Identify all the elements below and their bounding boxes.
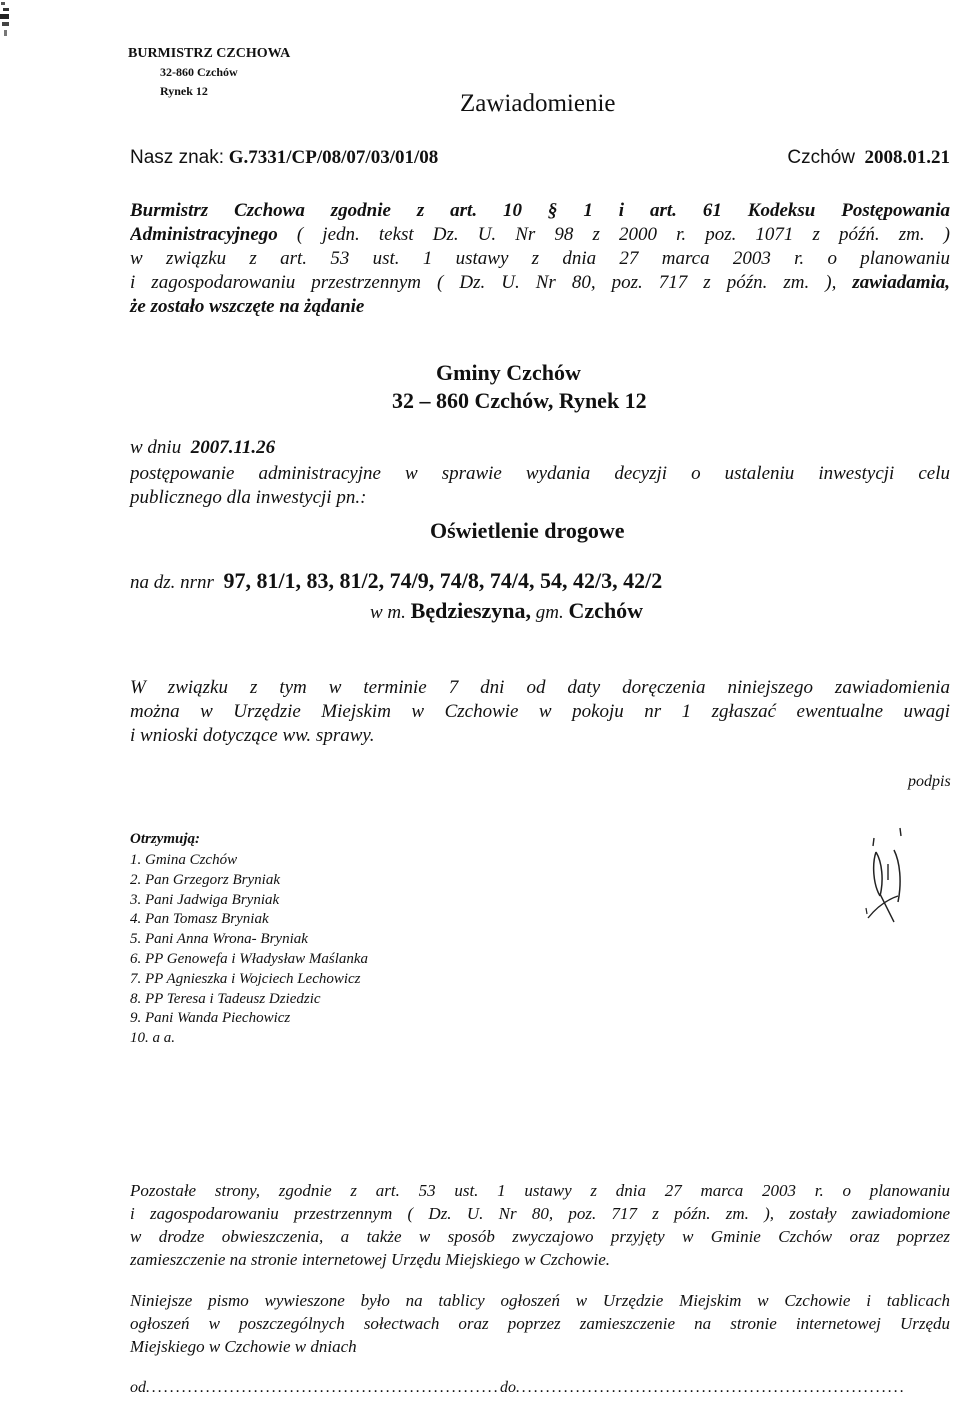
posting-line-1: Niniejsze pismo wywieszone było na tablicy ogłoszeń w Urzędzie Miejskim w Czchowie i tablicach: [130, 1291, 950, 1310]
posting-paragraph: [130, 1289, 950, 1358]
notice-line-2: można w Urzędzie Miejskim w Czchowie w pokoju nr 1 zgłaszać ewentualne uwagi: [130, 701, 950, 722]
notice-line-1: W związku z tym w terminie 7 dni od daty doręczenia niniejszego zawiadomienia: [130, 677, 950, 698]
recipients-title: Otrzymują:: [130, 831, 201, 847]
intro-line-2: Administracyjnego ( jedn. tekst Dz. U. Nr 98 z 2000 r. poz. 1071 z późń. zm. ): [130, 224, 950, 245]
handwritten-signature: [864, 822, 924, 932]
date-value: 2008.01.21: [864, 147, 950, 168]
proceedings-line-2: publicznego dla inwestycji pn.:: [130, 487, 367, 508]
plot-numbers-line: [130, 568, 662, 594]
applicant-address: 32 – 860 Czchów, Rynek 12: [392, 388, 647, 413]
commune-name: Czchów: [568, 598, 644, 623]
other-parties-line-3: w drodze obwieszczenia, a także w sposób zwyczajowo przyjęty w Gminie Czchów oraz poprzez: [130, 1227, 950, 1246]
location-line: [370, 598, 643, 624]
recipient-item: 1. Gmina Czchów: [130, 852, 238, 868]
recipient-item: 5. Pani Anna Wrona- Bryniak: [130, 931, 308, 948]
document-title: Zawiadomienie: [460, 90, 616, 117]
plots-label: na dz. nrnr: [130, 572, 214, 593]
scan-artifact: [0, 0, 14, 40]
applicant-name: Gminy Czchów: [436, 360, 581, 385]
recipient-item: 4. Pan Tomasz Bryniak: [130, 911, 269, 928]
recipient-item: 3. Pani Jadwiga Bryniak: [130, 891, 280, 908]
signature-label: podpis: [908, 773, 951, 790]
document-date: [787, 147, 950, 169]
reference-label: Nasz znak:: [130, 147, 224, 168]
posting-to-label: do: [500, 1379, 516, 1396]
intro-line-1: Burmistrz Czchowa zgodnie z art. 10 § 1 i art. 61 Kodeksu Postępowania: [130, 200, 950, 221]
proceedings-paragraph: [130, 462, 950, 510]
intro-paragraph: [130, 199, 950, 319]
project-name: Oświetlenie drogowe: [430, 518, 625, 543]
recipients-list: [130, 851, 368, 1049]
village-name: Będzieszyna,: [410, 598, 532, 623]
recipient-item: 9. Pani Wanda Piechowicz: [130, 1010, 291, 1027]
other-parties-line-2: i zagospodarowaniu przestrzennym ( Dz. U. Nr 80, poz. 717 z późn. zm. ), zostały zawiadomione: [130, 1204, 950, 1223]
recipient-item: 10. a a.: [130, 1030, 175, 1047]
proceedings-line-1: postępowanie administracyjne w sprawie wydania decyzji o ustaleniu inwestycji celu: [130, 463, 950, 484]
sender-name: BURMISTRZ CZCHOWA: [128, 46, 291, 61]
sender-header: [128, 44, 290, 101]
commune-label: gm.: [535, 602, 564, 623]
location-prefix: w m.: [370, 602, 406, 623]
intro-line-3: w związku z art. 53 ust. 1 ustawy z dnia 27 marca 2003 r. o planowaniu: [130, 248, 950, 269]
posting-line-3: Miejskiego w Czchowie w dniach: [130, 1337, 357, 1356]
posting-from-blank: ...........................................................: [146, 1379, 500, 1396]
posting-line-2: ogłoszeń w poszczególnych sołectwach oraz poprzez zamieszczenie na stronie internetowej Urzędu: [130, 1314, 950, 1333]
reference-number: G.7331/CP/08/07/03/01/08: [228, 147, 439, 168]
recipient-item: 8. PP Teresa i Tadeusz Dziedzic: [130, 990, 321, 1007]
date-line-value: 2007.11.26: [190, 437, 276, 458]
date-line: [130, 437, 275, 459]
intro-line-5: że zostało wszczęte na żądanie: [130, 296, 365, 317]
other-parties-line-1: Pozostałe strony, zgodnie z art. 53 ust. 1 ustawy z dnia 27 marca 2003 r. o planowaniu: [130, 1181, 950, 1200]
plots-numbers: 97, 81/1, 83, 81/2, 74/9, 74/8, 74/4, 54, 42/3, 42/2: [223, 568, 663, 593]
notice-paragraph: [130, 676, 950, 748]
other-parties-paragraph: [130, 1179, 950, 1271]
posting-period-line: [130, 1379, 950, 1397]
date-line-label: w dniu: [130, 437, 182, 458]
reference-line: [130, 147, 950, 169]
other-parties-line-4: zamieszczenie na stronie internetowej Urzędu Miejskiego w Czchowie.: [130, 1250, 611, 1269]
posting-from-label: od: [130, 1379, 146, 1396]
intro-line-4: i zagospodarowaniu przestrzennym ( Dz. U. Nr 80, poz. 717 z późn. zm. ), zawiadamia,: [130, 272, 950, 293]
posting-to-blank: .................................................................: [516, 1379, 906, 1396]
sender-street: Rynek 12: [160, 84, 208, 98]
recipient-item: 7. PP Agnieszka i Wojciech Lechowicz: [130, 970, 361, 987]
sender-postal-code: 32-860 Czchów: [160, 65, 238, 79]
notice-line-3: i wnioski dotyczące ww. sprawy.: [130, 725, 375, 746]
recipient-item: 6. PP Genowefa i Władysław Maślanka: [130, 950, 369, 967]
recipient-item: 2. Pan Grzegorz Bryniak: [130, 871, 280, 888]
place: Czchów: [787, 147, 855, 168]
